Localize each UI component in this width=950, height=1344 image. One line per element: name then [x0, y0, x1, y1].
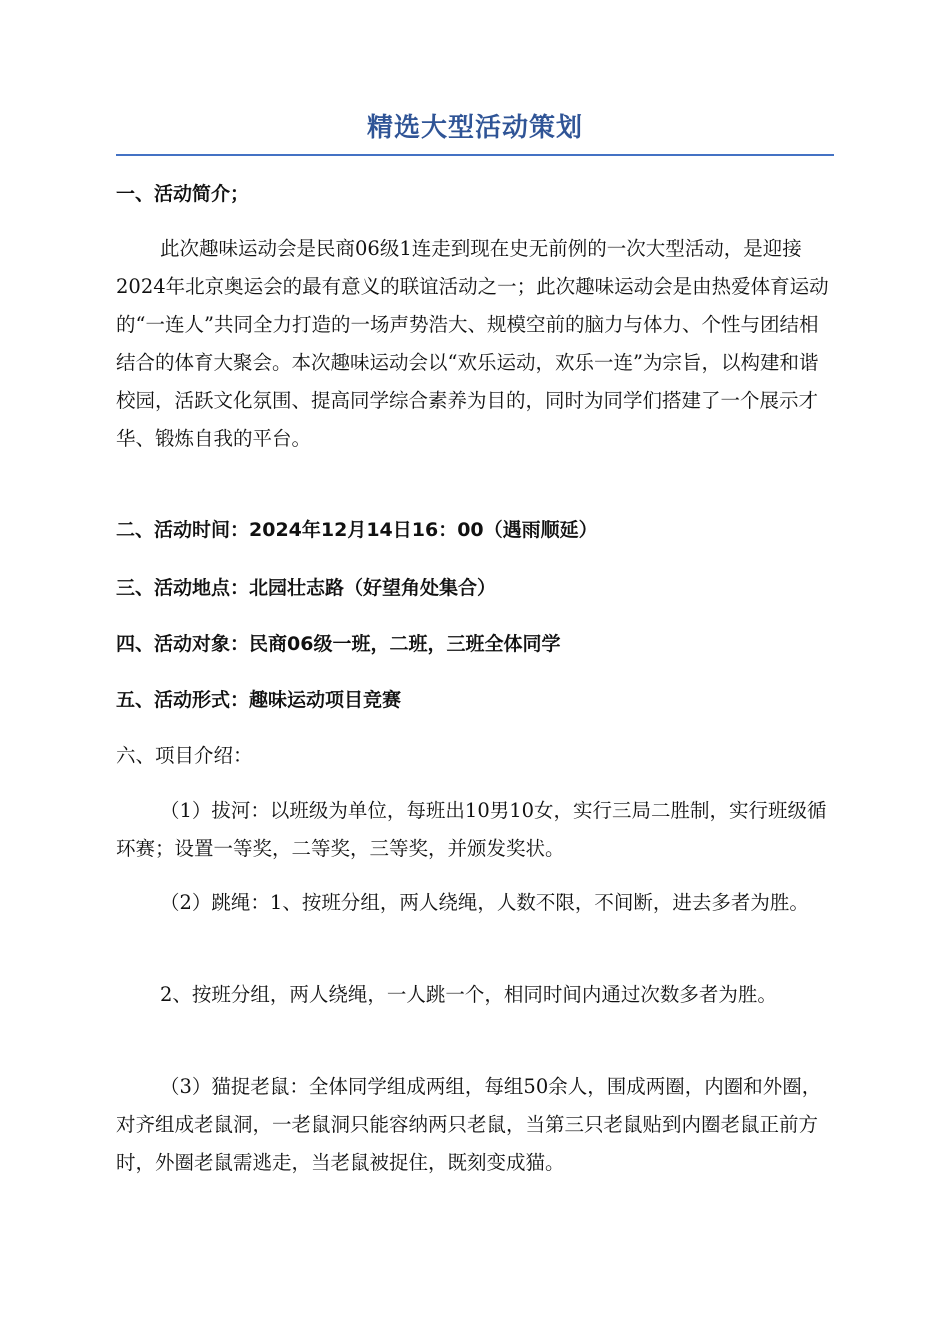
- project-item-jump-rope: （2）跳绳：1、按班分组，两人绕绳，人数不限，不间断，进去多者为胜。: [160, 891, 809, 914]
- section-heading-projects: 六、项目介绍：: [116, 744, 253, 767]
- project-item-jump-rope-2: 2、按班分组，两人绕绳，一人跳一个，相同时间内通过次数多者为胜。: [160, 983, 777, 1006]
- section-heading-format: 五、活动形式：趣味运动项目竞赛: [116, 689, 402, 711]
- document-title: 精选大型活动策划: [116, 108, 834, 156]
- section-heading-location: 三、活动地点：北园壮志路（好望角处集合）: [116, 577, 497, 599]
- intro-paragraph: 此次趣味运动会是民商06级1连走到现在史无前例的一次大型活动，是迎接2024年北京奥运会的最有意义的联谊活动之一；此次趣味运动会是由热爱体育运动的“一连人”共同全力打造的一场声势浩大、规模空前的脑力与体力、个性与团结相结合的体育大聚会。本次趣味运动会以“欢乐运动，欢乐一连”为宗旨，以构建和谐校园，活跃文化氛围、提高同学综合素养为目的，同时为同学们搭建了一个展示才华、锻炼自我的平台。: [116, 237, 829, 450]
- section-heading-intro: 一、活动简介；: [116, 183, 250, 205]
- project-item-tug-of-war: （1）拔河：以班级为单位，每班出10男10女，实行三局二胜制，实行班级循环赛；设置一等奖，二等奖，三等奖，并颁发奖状。: [116, 799, 827, 860]
- section-heading-participants: 四、活动对象：民商06级一班，二班，三班全体同学: [116, 633, 561, 655]
- project-item-cat-and-mouse: （3）猫捉老鼠：全体同学组成两组，每组50余人，围成两圈，内圈和外圈，对齐组成老鼠洞，一老鼠洞只能容纳两只老鼠，当第三只老鼠贴到内圈老鼠正前方时，外圈老鼠需逃走，当老鼠被捉住，既刻变成猫。: [116, 1075, 822, 1174]
- section-heading-time: 二、活动时间：2024年12月14日16：00（遇雨顺延）: [116, 519, 598, 541]
- document-page: [116, 108, 834, 1174]
